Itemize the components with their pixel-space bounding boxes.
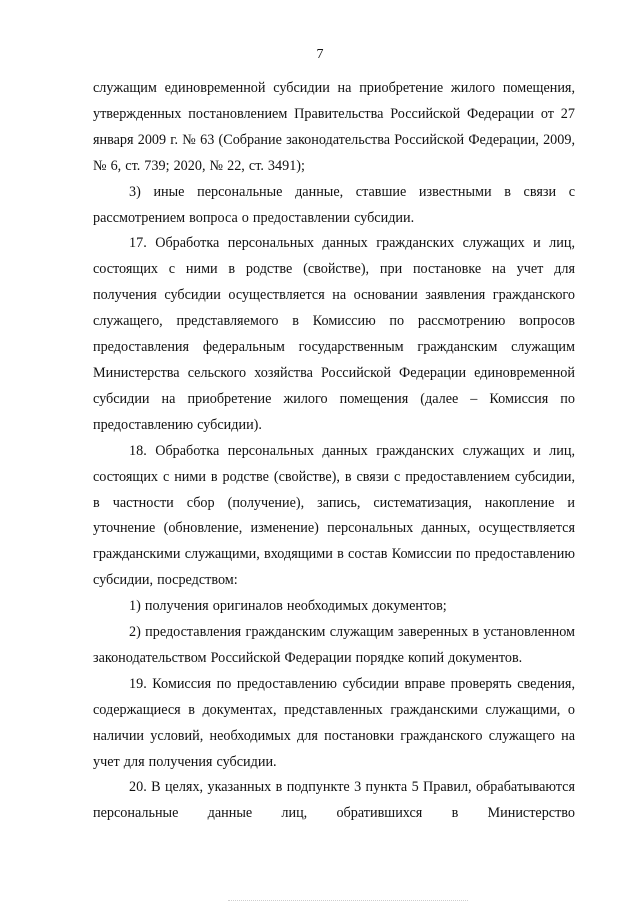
paragraph-17: 17. Обработка персональных данных гражданских служащих и лиц, состоящих с ними в родстве (свойстве), при постановке на учет для получения субсидии осуществляется на основании заявления гражданского служащего, представляемого в Комиссию по рассмотрению вопросов предоставления федеральным государственным гражданским служащим Министерства сельского хозяйства Российской Федерации единовременной субсидии на приобретение жилого помещения (далее – Комиссия по предоставлению субсидии). xyxy=(93,235,575,433)
document-body xyxy=(93,76,575,827)
paragraph-18: 18. Обработка персональных данных гражданских служащих и лиц, состоящих с ними в родстве (свойстве), в связи с предоставлением субсидии, в частности сбор (получение), запись, систематизация, накопление и уточнение (обновление, изменение) персональных данных, осуществляется гражданскими служащими, входящими в состав Комиссии по предоставлению субсидии, посредством: xyxy=(93,442,575,589)
paragraph-16-3: 3) иные персональные данные, ставшие известными в связи с рассмотрением вопроса о предоставлении субсидии. xyxy=(93,183,575,226)
paragraph-18-1: 1) получения оригиналов необходимых документов; xyxy=(129,598,447,615)
paragraph-18-2: 2) предоставления гражданским служащим заверенных в установленном законодательством Российской Федерации порядке копий документов. xyxy=(93,624,575,666)
paragraph-20: 20. В целях, указанных в подпункте 3 пункта 5 Правил, обрабатываются персональные данные лиц, обратившихся в Министерство xyxy=(93,779,575,822)
page-number: 7 xyxy=(316,47,324,62)
paragraph-19: 19. Комиссия по предоставлению субсидии вправе проверять сведения, содержащиеся в документах, представленных гражданскими служащими, о наличии условий, необходимых для постановки гражданского служащего на учет для получения субсидии. xyxy=(93,675,575,770)
scan-edge-artifact xyxy=(228,899,468,901)
paragraph-16-2-continued: служащим единовременной субсидии на приобретение жилого помещения, утвержденных постановлением Правительства Российской Федерации от 27 января 2009 г. № 63 (Собрание законодательства Российской Федерации, 2009, № 6, ст. 739; 2020, № 22, ст. 3491); xyxy=(93,80,575,174)
